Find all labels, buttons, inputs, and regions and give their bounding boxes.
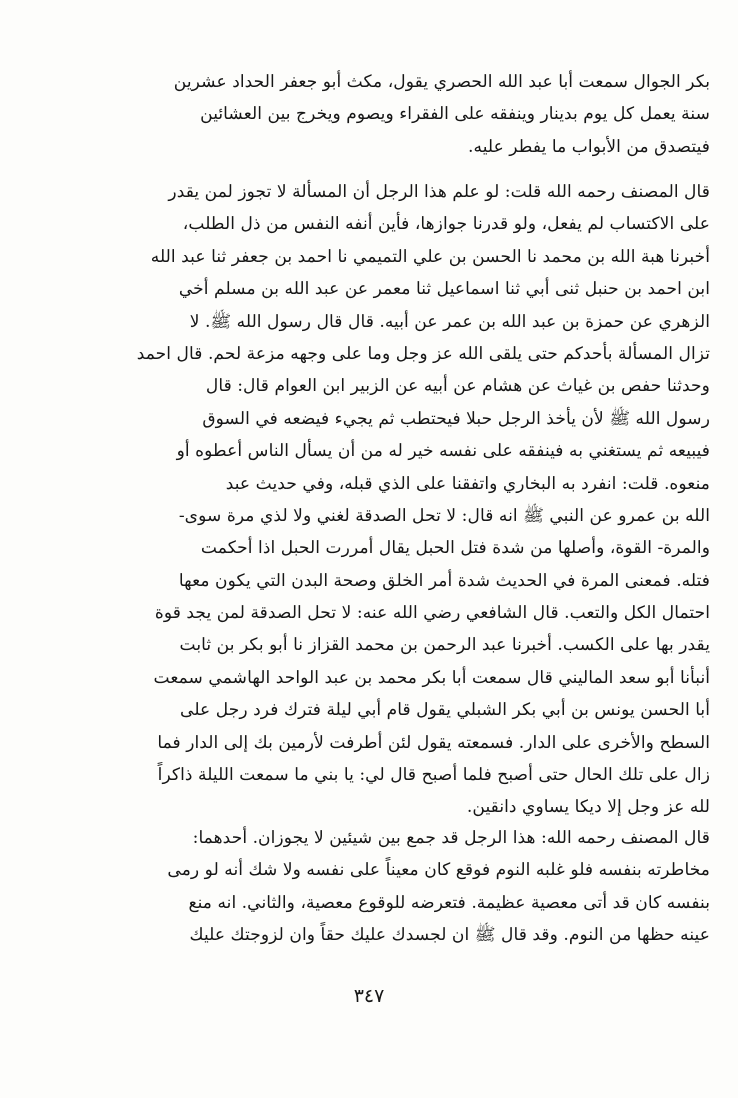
text-line: مخاطرته بنفسه فلو غلبه النوم فوقع كان معيناً على نفسه ولا شك أنه لو رمى — [167, 860, 710, 881]
text-line: زال على تلك الحال حتى أصبح فلما أصبح قال لي: يا بني ما سمعت الليلة ذاكراً — [157, 765, 710, 786]
text-line: فتله. فمعنى المرة في الحديث شدة أمر الخلق وصحة البدن التي يكون معها — [178, 570, 710, 591]
text-line: الزهري عن حمزة بن عبد الله بن عمر عن أبيه. قال قال رسول الله ﷺ. لا — [189, 311, 710, 332]
text-line: الله بن عمرو عن النبي ﷺ انه قال: لا تحل الصدقة لغني ولا لذي مرة سوى- — [178, 505, 710, 526]
text-line: لله عز وجل إلا ديكا يساوي دانقين. — [466, 797, 710, 818]
text-line: بنفسه كان قد أتى معصية عظيمة. فتعرضه للوقوع معصية، والثاني. انه منع — [188, 892, 710, 913]
text-line: على الاكتساب لم يفعل، ولو قدرنا جوازها، فأين أنفه النفس من ذل الطلب، — [182, 214, 710, 235]
text-line: فيبيعه ثم يستغني به فينفقه على نفسه خير له من أن يسأل الناس أعطوه أو — [176, 441, 710, 462]
paragraph-2 — [102, 176, 710, 824]
paragraph-3 — [102, 822, 710, 952]
text-line: وحدثنا حفص بن غياث عن هشام عن أبيه عن الزبير ابن العوام قال: قال — [205, 376, 710, 397]
text-line: أخبرنا هبة الله بن محمد نا الحسن بن علي التميمي نا احمد بن جعفر ثنا عبد الله — [150, 246, 710, 267]
text-line: احتمال الكل والتعب. قال الشافعي رضي الله عنه: لا تحل الصدقة لمن يجد قوة — [154, 603, 710, 624]
paragraph-1 — [102, 66, 710, 163]
text-line: السطح والأخرى على الدار. فسمعته يقول لئن أطرفت لأرمين بك إلى الدار فما — [157, 732, 710, 753]
text-line: بكر الجوال سمعت أبا عبد الله الحصري يقول، مكث أبو جعفر الحداد عشرين — [173, 72, 710, 92]
text-line: أبا الحسن يونس بن أبي بكر الشبلي يقول قام أبي ليلة فترك فرد رجل على — [180, 700, 710, 721]
text-line: منعوه. قلت: انفرد به البخاري واتفقنا على الذي قبله، وفي حديث عبد — [225, 473, 710, 494]
text-line: يقدر بها على الكسب. أخبرنا عبد الرحمن بن محمد القزاز نا أبو بكر بن ثابت — [179, 635, 710, 656]
text-line: ابن احمد بن حنبل ثنى أبي ثنا اسماعيل ثنا معمر عن عبد الله بن مسلم أخي — [178, 279, 710, 300]
text-line: سنة يعمل كل يوم بدينار وينفقه على الفقراء ويصوم ويخرج بين العشائين — [200, 104, 710, 125]
text-line: عينه حظها من النوم. وقد قال ﷺ ان لجسدك عليك حقاً وان لزوجتك عليك — [189, 925, 710, 946]
text-line: رسول الله ﷺ لأن يأخذ الرجل حبلا فيحتطب ثم يجيء فيضعه في السوق — [202, 408, 710, 429]
text-line: والمرة- القوة، وأصلها من شدة فتل الحبل يقال أمررت الحبل اذا أحكمت — [200, 538, 710, 559]
text-line: قال المصنف رحمه الله: هذا الرجل قد جمع بين شيئين لا يجوزان. أحدهما: — [192, 828, 710, 848]
text-line: فيتصدق من الأبواب ما يفطر عليه. — [468, 136, 710, 157]
page-number: ٣٤٧ — [353, 985, 385, 1007]
text-line: أنبأنا أبو سعد الماليني قال سمعت أبا بكر محمد بن عبد الواحد الهاشمي سمعت — [153, 667, 710, 688]
text-line: قال المصنف رحمه الله قلت: لو علم هذا الرجل أن المسألة لا تجوز لمن يقدر — [168, 182, 710, 202]
text-line: تزال المسألة بأحدكم حتى يلقى الله عز وجل وما على وجهه مزعة لحم. قال احمد — [136, 343, 710, 364]
